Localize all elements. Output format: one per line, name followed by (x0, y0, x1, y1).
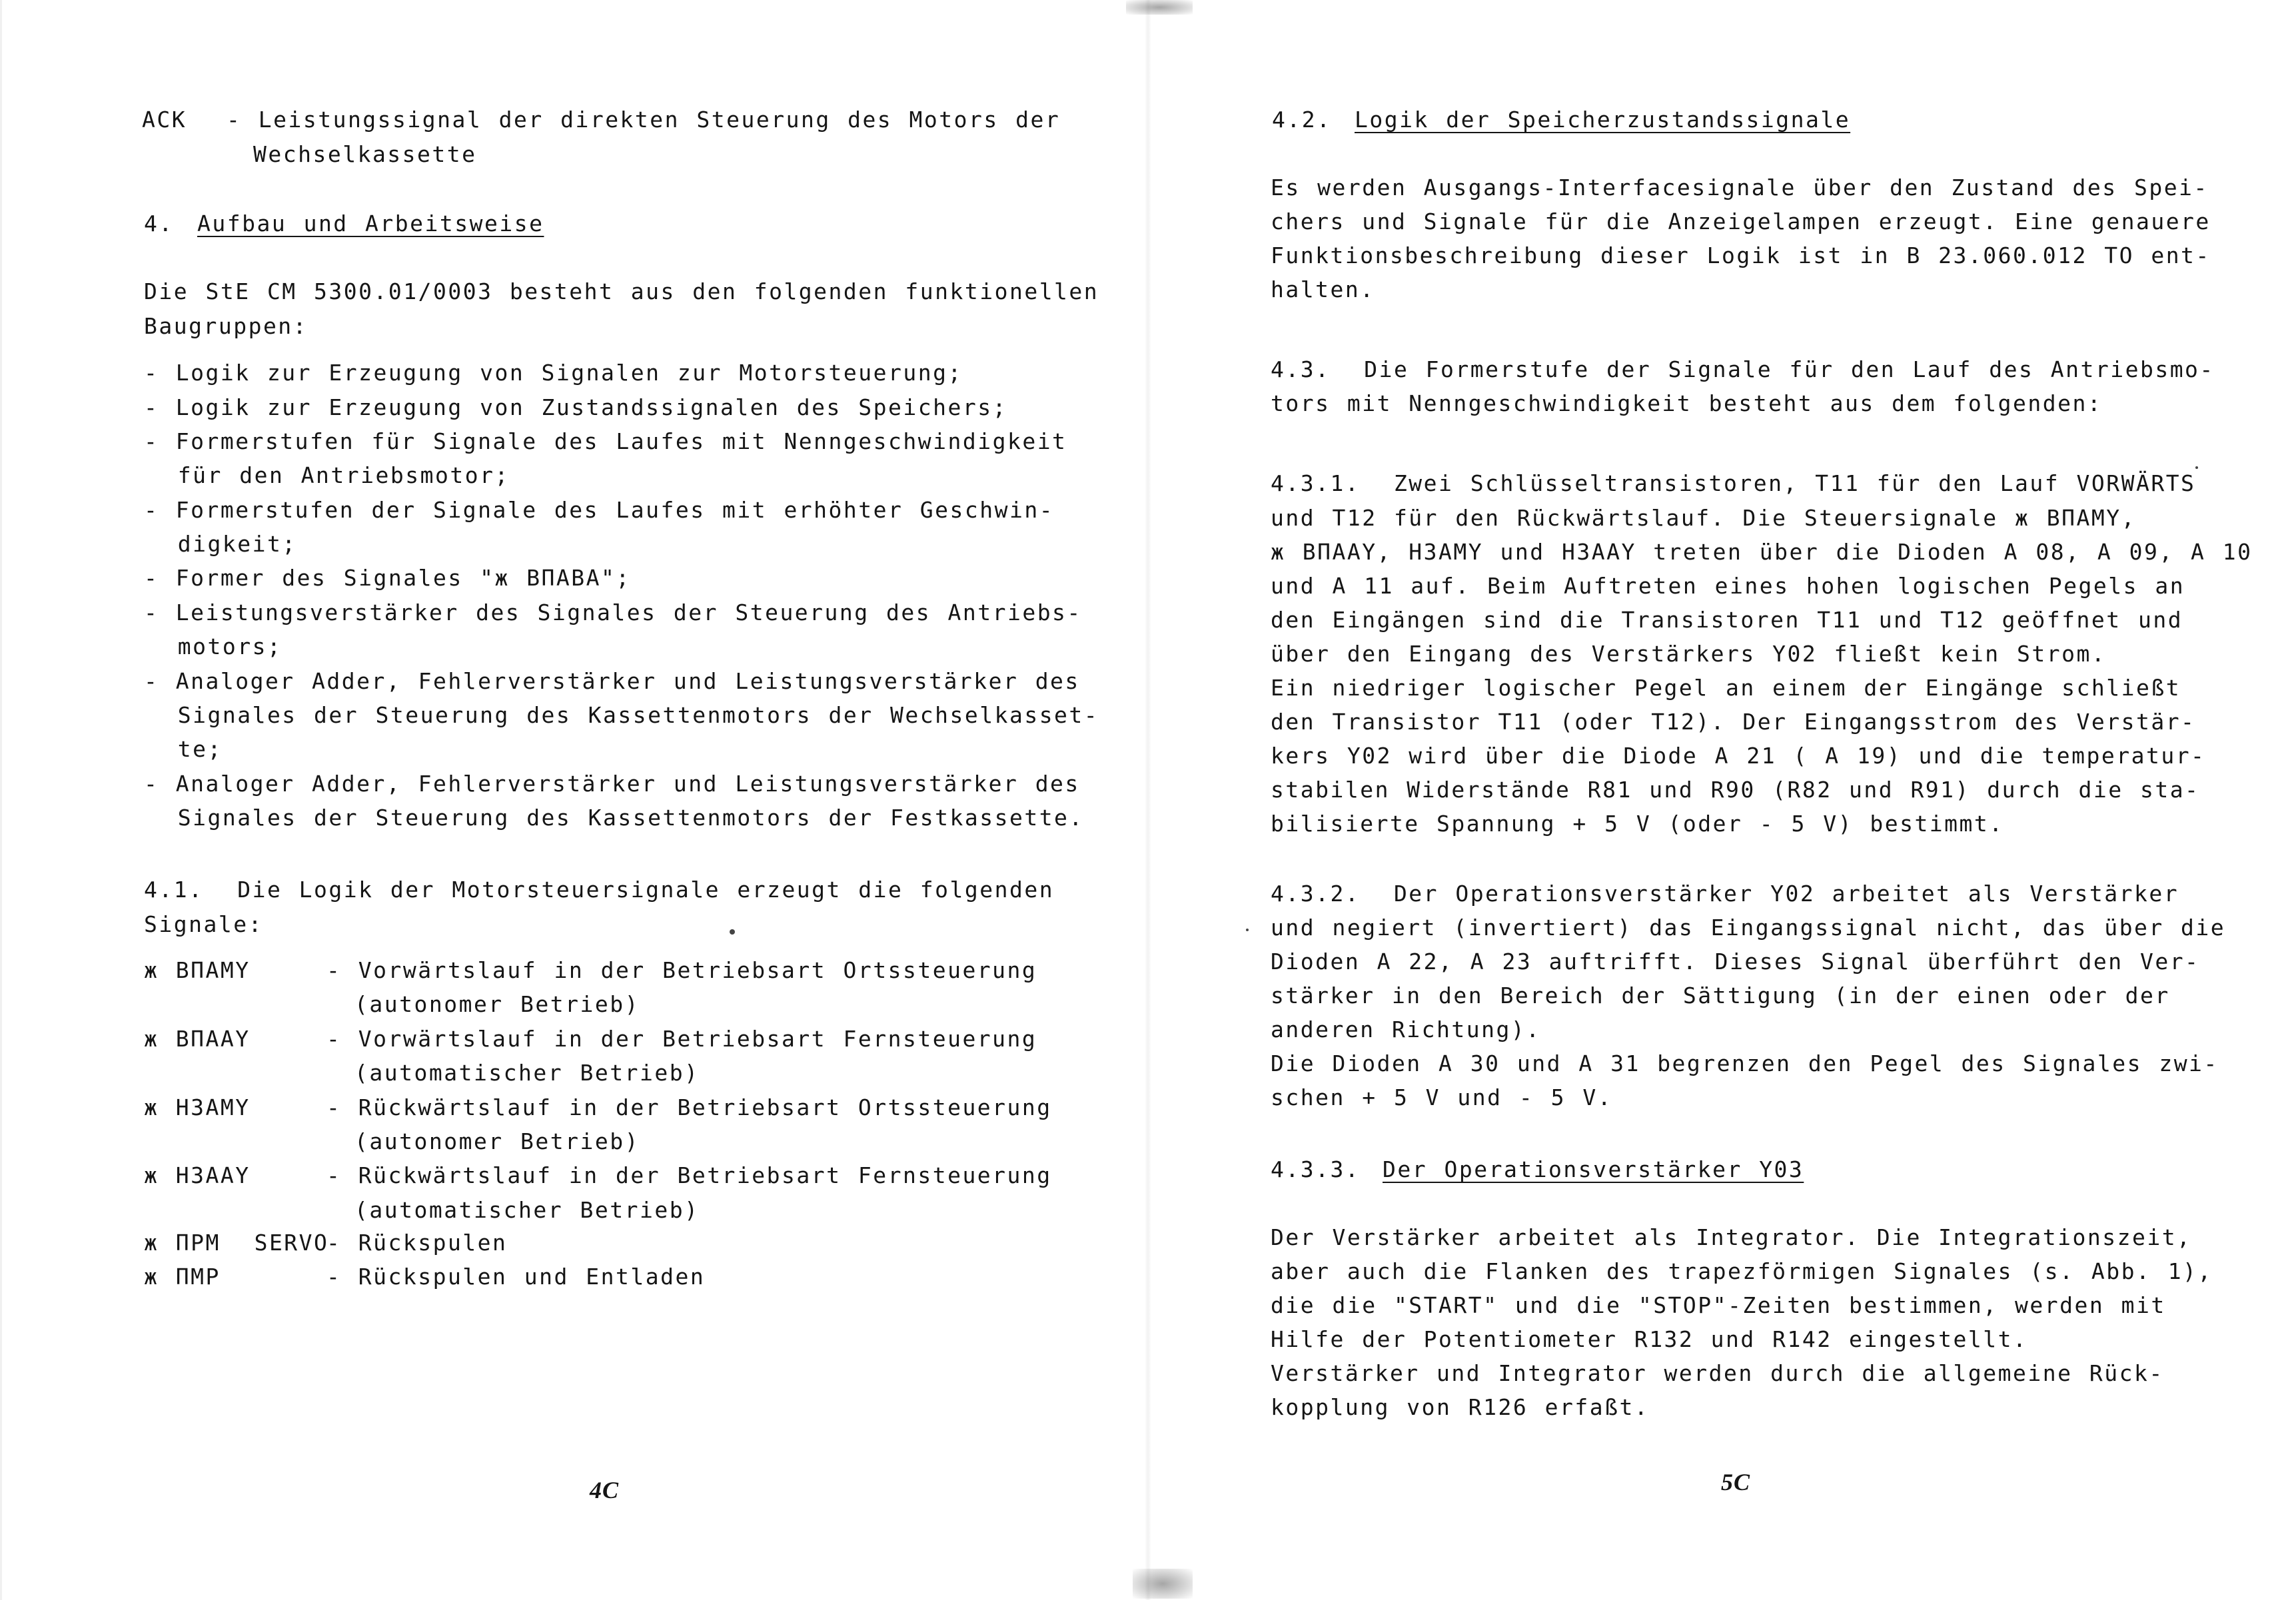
bullet-line: - Analoger Adder, Fehlerverstärker und Leistungsverstärker des (144, 771, 1080, 797)
s432-line: Die Dioden A 30 und A 31 begrenzen den Pegel des Signales zwi- (1271, 1050, 2219, 1076)
s43-line: tors mit Nenngeschwindigkeit besteht aus dem folgenden: (1271, 390, 2103, 416)
bullet-line: - Logik zur Erzeugung von Signalen zur Motorsteuerung; (144, 360, 963, 386)
section-41-line: Signale: (144, 911, 263, 937)
s43-line: 4.3. Die Formerstufe der Signale für den Lauf des Antriebsmo- (1271, 356, 2215, 382)
s42-body-line: chers und Signale für die Anzeigelampen erzeugt. Eine genauere (1271, 208, 2211, 234)
s433-body-line: kopplung von R126 erfaßt. (1271, 1394, 1650, 1420)
signal-code: ж H3AMY (144, 1094, 251, 1120)
bullet-line: Signales der Steuerung des Kassettenmotors der Wechselkasset- (144, 702, 1099, 728)
section-433-number: 4.3.3. (1271, 1156, 1361, 1182)
section-4-title: Aufbau und Arbeitsweise (197, 210, 544, 236)
s431-line: den Eingängen sind die Transistoren T11 und T12 geöffnet und (1271, 607, 2183, 633)
scan-speck (1246, 929, 1249, 931)
bullet-line: - Leistungsverstärker des Signales der Steuerung des Antriebs- (144, 600, 1082, 625)
s433-body-line: die die "START" und die "STOP"-Zeiten bestimmen, werden mit (1271, 1292, 2166, 1318)
section-41-line: 4.1. Die Logik der Motorsteuersignale erzeugt die folgenden (144, 877, 1055, 903)
s433-body-line: aber auch die Flanken des trapezförmigen Signales (s. Abb. 1), (1271, 1258, 2213, 1284)
s42-body-line: Funktionsbeschreibung dieser Logik ist in B 23.060.012 TO ent- (1271, 242, 2211, 268)
scan-speck (2195, 466, 2198, 469)
signal-desc-cont: (autonomer Betrieb) (354, 1128, 640, 1154)
signal-code: ж ПPM SERVO (144, 1230, 329, 1256)
signal-code: ж H3AAY (144, 1162, 251, 1188)
signal-desc: - Rückspulen (326, 1230, 508, 1256)
signal-desc-cont: (automatischer Betrieb) (354, 1060, 700, 1086)
bullet-line: - Formerstufen der Signale des Laufes mit erhöhter Geschwin- (144, 497, 1055, 523)
s432-line: Dioden A 22, A 23 auftrifft. Dieses Signal überführt den Ver- (1271, 949, 2200, 975)
signal-desc: - Rückspulen und Entladen (326, 1264, 706, 1290)
scan-speck (730, 929, 735, 935)
bullet-line: te; (144, 736, 223, 762)
section-433-title: Der Operationsverstärker Y03 (1383, 1156, 1804, 1182)
page-number: 4C (590, 1477, 620, 1503)
signal-code: ж BПAAY (144, 1026, 251, 1052)
signal-desc: - Rückwärtslauf in der Betriebsart Ortssteuerung (326, 1094, 1052, 1120)
right-page (1148, 0, 2296, 1600)
scan-smudge (1133, 1569, 1193, 1599)
bullet-line: digkeit; (144, 531, 297, 557)
signal-desc: - Rückwärtslauf in der Betriebsart Fernsteuerung (326, 1162, 1052, 1188)
s42-body-line: Es werden Ausgangs-Interfacesignale über den Zustand des Spei- (1271, 175, 2209, 200)
s433-body-line: Der Verstärker arbeitet als Integrator. Die Integrationszeit, (1271, 1224, 2192, 1250)
s431-line: Ein niedriger logischer Pegel an einem der Eingänge schließt (1271, 675, 2181, 701)
intro-line: Baugruppen: (144, 313, 308, 339)
s433-body-line: Verstärker und Integrator werden durch die allgemeine Rück- (1271, 1360, 2164, 1386)
signal-code: ж BПAMY (144, 957, 251, 983)
intro-line: Die StE CM 5300.01/0003 besteht aus den folgenden funktionellen (144, 278, 1099, 304)
s433-body-line: Hilfe der Potentiometer R132 und R142 eingestellt. (1271, 1326, 2028, 1352)
s431-line: und A 11 auf. Beim Auftreten eines hohen logischen Pegels an (1271, 573, 2185, 599)
ack-desc-line1: - Leistungssignal der direkten Steuerung des Motors der (227, 107, 1061, 133)
page-number: 5C (1721, 1469, 1751, 1495)
signal-desc-cont: (autonomer Betrieb) (354, 991, 640, 1017)
bullet-line: Signales der Steuerung des Kassettenmotors der Festkassette. (144, 805, 1084, 831)
signal-code: ж ПMP (144, 1264, 221, 1290)
s431-line: und T12 für den Rückwärtslauf. Die Steuersignale ж BПAMY, (1271, 505, 2136, 531)
signal-desc: - Vorwärtslauf in der Betriebsart Ortssteuerung (326, 957, 1037, 983)
section-4-number: 4. (144, 210, 174, 236)
bullet-line: - Analoger Adder, Fehlerverstärker und Leistungsverstärker des (144, 668, 1080, 694)
bullet-line: für den Antriebsmotor; (144, 462, 510, 488)
s431-line: stabilen Widerstände R81 und R90 (R82 und R91) durch die sta- (1271, 777, 2200, 803)
s431-line: kers Y02 wird über die Diode A 21 ( A 19) und die temperatur- (1271, 743, 2206, 769)
s431-line: den Transistor T11 (oder T12). Der Eingangsstrom des Verstär- (1271, 709, 2196, 735)
bullet-line: motors; (144, 633, 283, 659)
section-42-title: Logik der Speicherzustandssignale (1355, 107, 1851, 133)
s431-line: ж BПAAY, H3AMY und H3AAY treten über die Dioden A 08, A 09, A 10 (1271, 539, 2253, 565)
section-42-number: 4.2. (1272, 107, 1332, 133)
signal-desc: - Vorwärtslauf in der Betriebsart Fernsteuerung (326, 1026, 1037, 1052)
s431-line: 4.3.1. Zwei Schlüsseltransistoren, T11 für den Lauf VORWÄRTS (1271, 470, 2196, 496)
s432-line: schen + 5 V und - 5 V. (1271, 1084, 1613, 1110)
bullet-line: - Logik zur Erzeugung von Zustandssignalen des Speichers; (144, 394, 1007, 420)
scan-smudge (1126, 0, 1193, 15)
s432-line: und negiert (invertiert) das Eingangssignal nicht, das über die (1271, 915, 2226, 941)
bullet-line: - Former des Signales "ж BПABA"; (144, 565, 631, 591)
s432-line: stärker in den Bereich der Sättigung (in der einen oder der (1271, 983, 2170, 1008)
bullet-line: - Formerstufen für Signale des Laufes mit Nenngeschwindigkeit (144, 428, 1067, 454)
s431-line: über den Eingang des Verstärkers Y02 fließt kein Strom. (1271, 641, 2107, 667)
ack-term: ACK (142, 107, 187, 133)
s432-line: anderen Richtung). (1271, 1016, 1541, 1042)
s42-body-line: halten. (1271, 276, 1375, 302)
signal-desc-cont: (automatischer Betrieb) (354, 1197, 700, 1223)
s432-line: 4.3.2. Der Operationsverstärker Y02 arbeitet als Verstärker (1271, 881, 2179, 907)
s431-line: bilisierte Spannung + 5 V (oder - 5 V) bestimmt. (1271, 811, 2004, 837)
ack-desc-line2: Wechselkassette (253, 141, 477, 167)
